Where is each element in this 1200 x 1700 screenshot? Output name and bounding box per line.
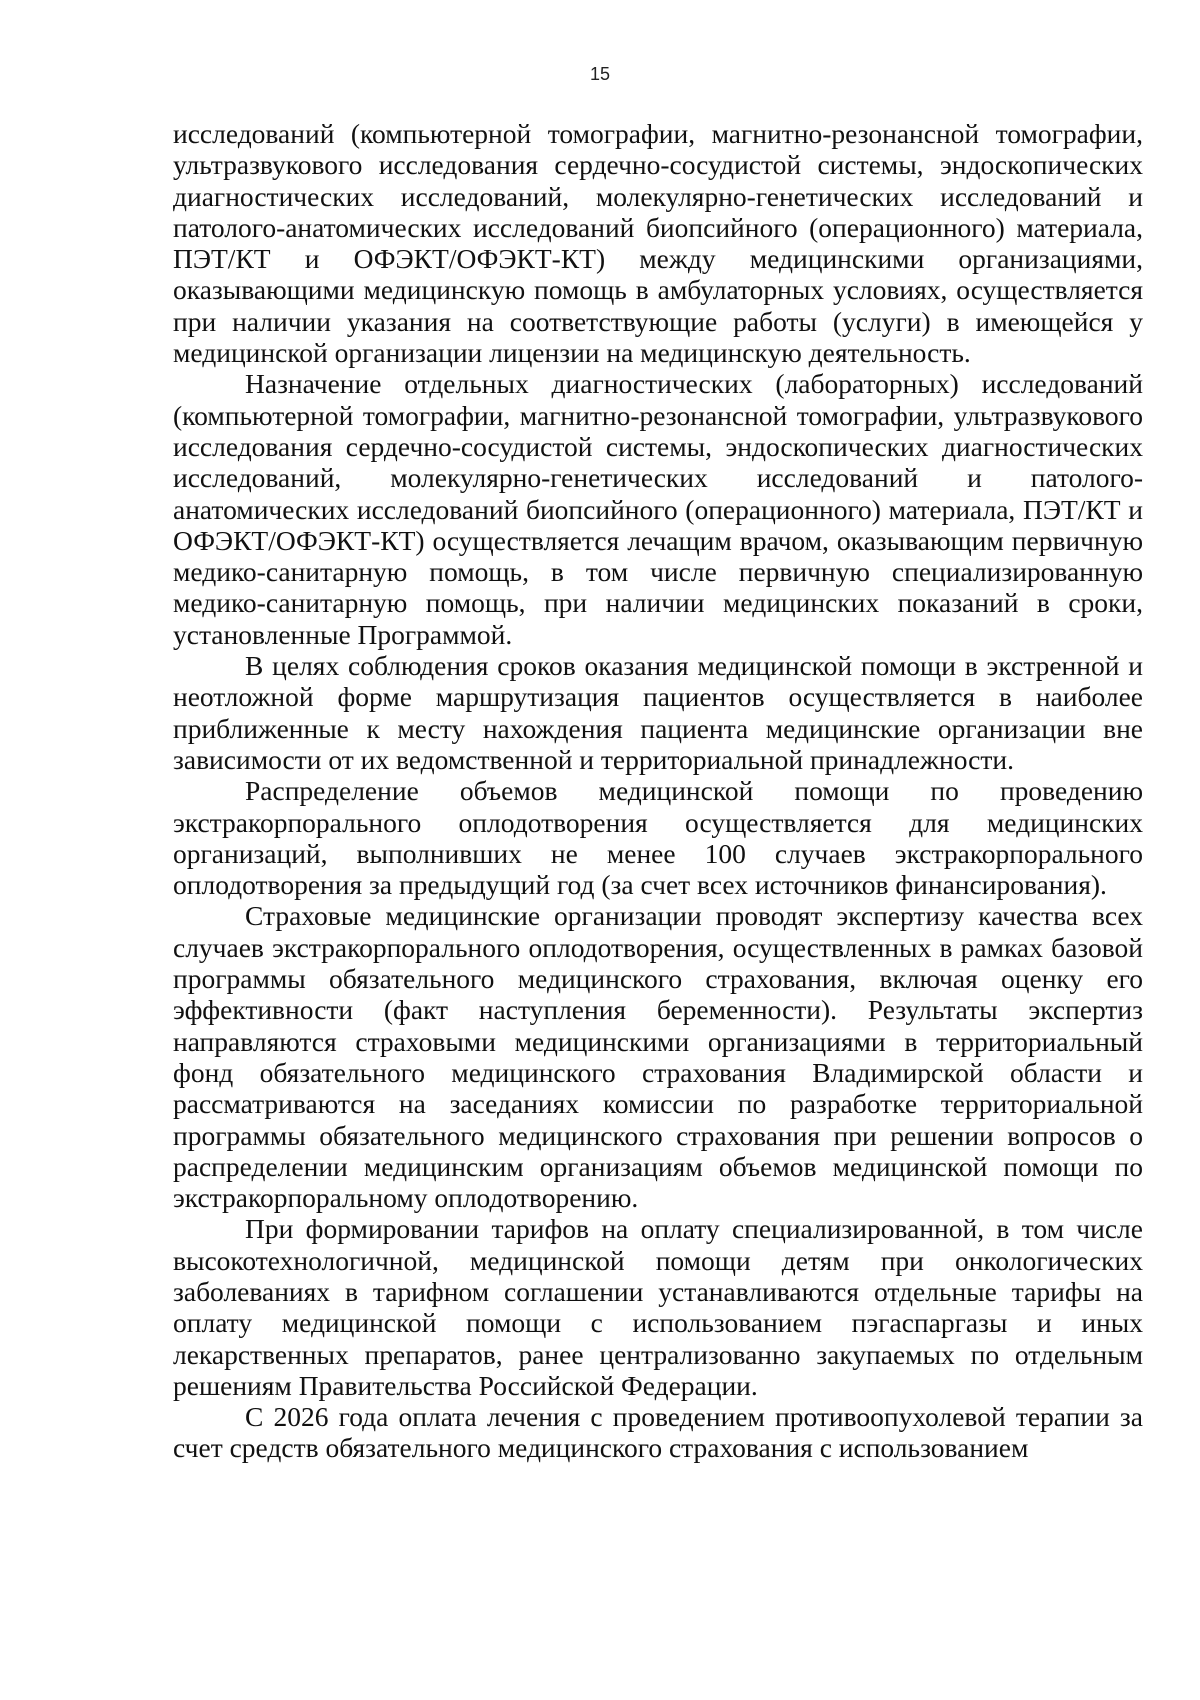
paragraph-ivf-volume-distribution: Распределение объемов медицинской помощи по проведению экстракорпорального оплодотворения осуществляется для медицинских организаций, выполнивших не менее 100 случаев экстракорпорального оплодотворения за предыдущий год (за счет всех источников финансирования). [173, 775, 1143, 901]
paragraph-tariff-formation: При формировании тарифов на оплату специализированной, в том числе высокотехнологичной, медицинской помощи детям при онкологических заболеваниях в тарифном соглашении устанавливаются отдельные тарифы на оплату медицинской помощи с использованием пэгаспаргазы и иных лекарственных препаратов, ранее централизованно закупаемых по отдельным решениям Правительства Российской Федерации. [173, 1213, 1143, 1401]
paragraph-continuation: исследований (компьютерной томографии, магнитно-резонансной томографии, ультразвукового исследования сердечно-сосудистой системы, эндоскопических диагностических исследований, молекулярно-генетических исследований и патолого-анатомических исследований биопсийного (операционного) материала, ПЭТ/КТ и ОФЭКТ/ОФЭКТ-КТ) между медицинскими организациями, оказывающими медицинскую помощь в амбулаторных условиях, осуществляется при наличии указания на соответствующие работы (услуги) в имеющейся у медицинской организации лицензии на медицинскую деятельность. [173, 118, 1143, 369]
paragraph-antitumor-therapy-2026: С 2026 года оплата лечения с проведением противоопухолевой терапии за счет средств обязательного медицинского страхования с использованием [173, 1401, 1143, 1464]
page-number: 15 [589, 64, 611, 84]
paragraph-diagnostic-assignment: Назначение отдельных диагностических (лабораторных) исследований (компьютерной томографии, магнитно-резонансной томографии, ультразвукового исследования сердечно-сосудистой системы, эндоскопических диагностических исследований, молекулярно-генетических исследований и патолого-анатомических исследований биопсийного (операционного) материала, ПЭТ/КТ и ОФЭКТ/ОФЭКТ-КТ) осуществляется лечащим врачом, оказывающим первичную медико-санитарную помощь, в том числе первичную специализированную медико-санитарную помощь, при наличии медицинских показаний в сроки, установленные Программой. [173, 368, 1143, 650]
paragraph-patient-routing: В целях соблюдения сроков оказания медицинской помощи в экстренной и неотложной форме маршрутизация пациентов осуществляется в наиболее приближенные к месту нахождения пациента медицинские организации вне зависимости от их ведомственной и территориальной принадлежности. [173, 650, 1143, 775]
paragraph-ivf-quality-expertise: Страховые медицинские организации проводят экспертизу качества всех случаев экстракорпорального оплодотворения, осуществленных в рамках базовой программы обязательного медицинского страхования, включая оценку его эффективности (факт наступления беременности). Результаты экспертиз направляются страховыми медицинскими организациями в территориальный фонд обязательного медицинского страхования Владимирской области и рассматриваются на заседаниях комиссии по разработке территориальной программы обязательного медицинского страхования при решении вопросов о распределении медицинским организациям объемов медицинской помощи по экстракорпоральному оплодотворению. [173, 900, 1143, 1214]
document-body [173, 118, 1143, 1464]
